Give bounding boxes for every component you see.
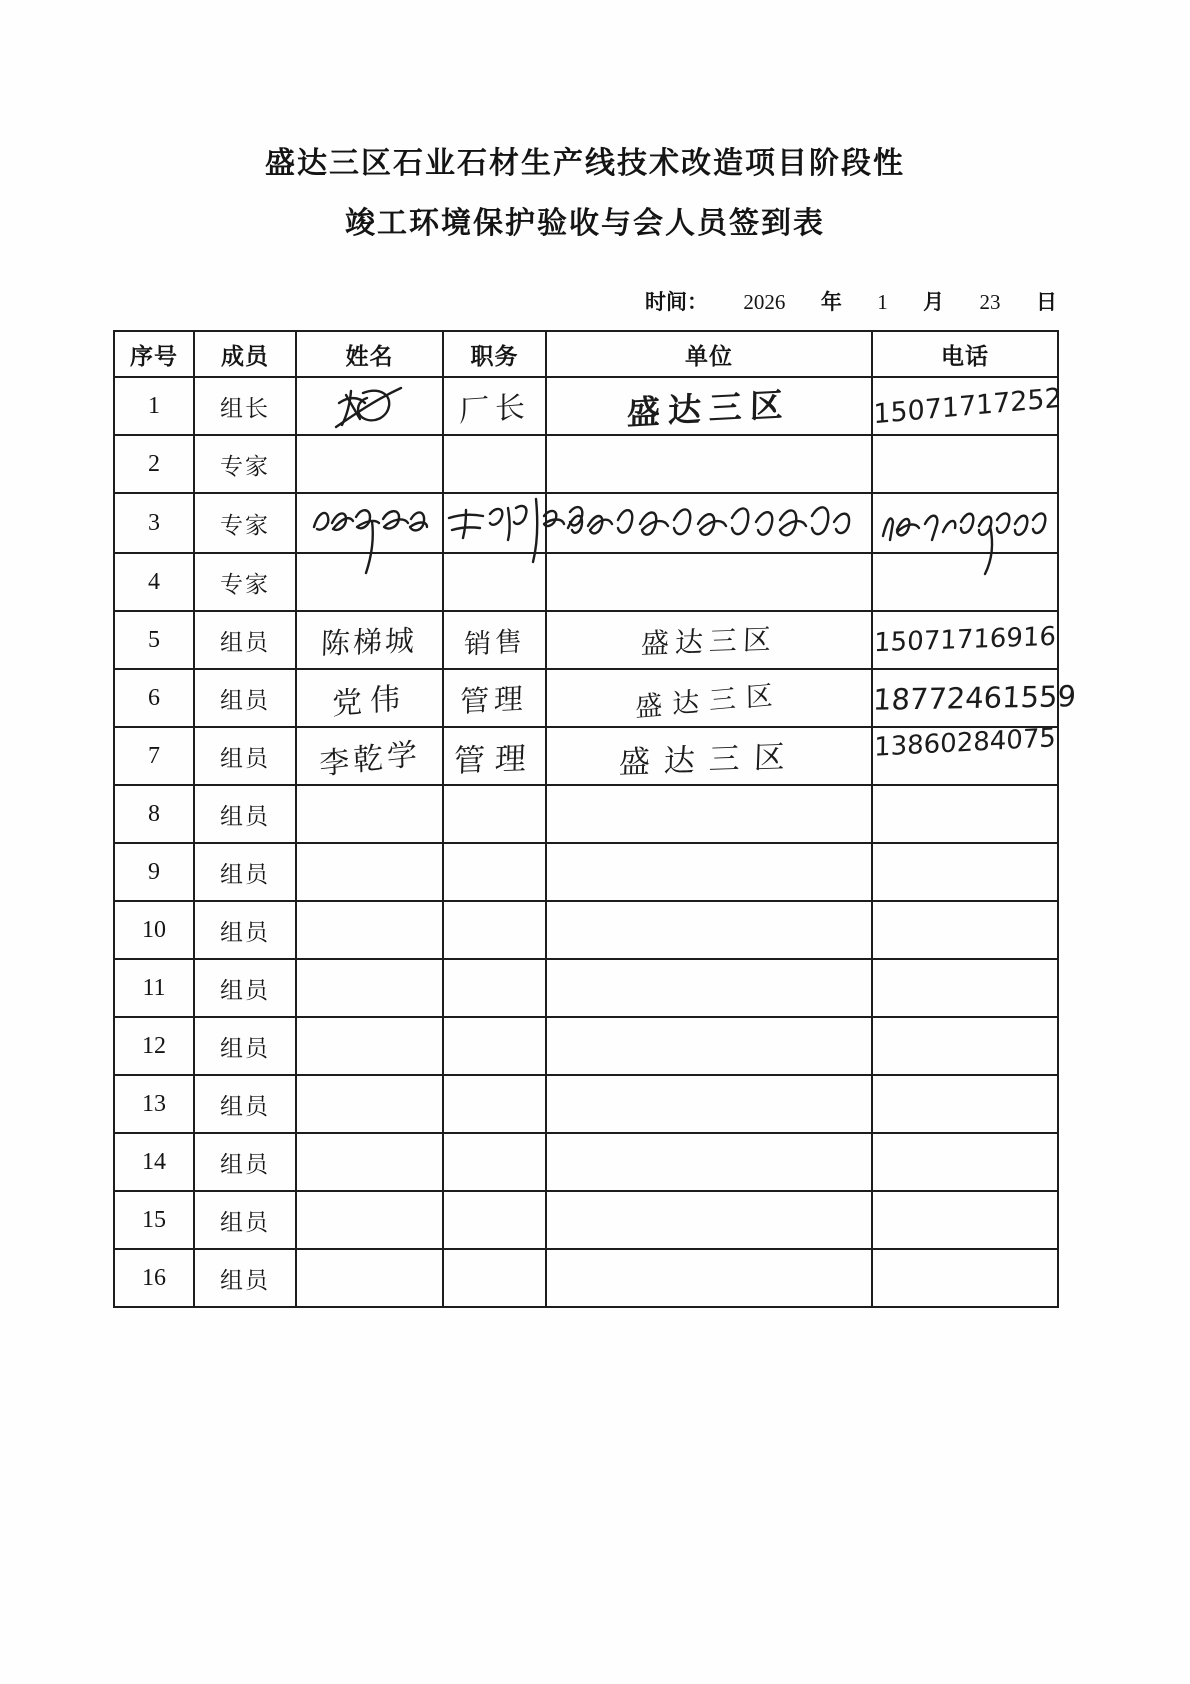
column-header-0: 序号	[114, 331, 194, 377]
cell-phone	[872, 1075, 1058, 1133]
cell-phone	[872, 723, 1058, 785]
cell-position	[443, 959, 546, 1017]
date-year: 2026	[743, 290, 786, 314]
cell-name	[296, 843, 443, 901]
cell-phone	[872, 901, 1058, 959]
table-row-14	[114, 1133, 1058, 1191]
cell-position	[443, 1017, 546, 1075]
date-label: 时间：	[645, 291, 708, 314]
cell-no: 5	[114, 611, 194, 669]
cell-name	[296, 727, 443, 785]
cell-name	[296, 1017, 443, 1075]
cell-name	[296, 435, 443, 493]
document-title-line1: 盛达三区石业石材生产线技术改造项目阶段性	[265, 147, 905, 180]
cell-phone	[872, 785, 1058, 843]
handwritten-unit: 盛达三区	[635, 679, 784, 723]
cell-name	[296, 901, 443, 959]
handwritten-scribble-cur3	[563, 496, 855, 550]
cell-phone	[872, 959, 1058, 1017]
cell-phone	[872, 1017, 1058, 1075]
handwritten-unit: 盛达三区	[626, 384, 792, 432]
cell-role: 组员	[194, 1249, 296, 1307]
cell-position	[443, 377, 546, 435]
table-row-3	[114, 493, 1058, 553]
handwritten-scribble-sig1	[331, 381, 409, 431]
cell-unit	[546, 785, 872, 843]
cell-phone	[872, 669, 1077, 727]
handwritten-name: 李乾学	[318, 736, 421, 783]
cell-no: 6	[114, 669, 194, 727]
cell-phone	[872, 553, 1058, 611]
cell-role: 组员	[194, 959, 296, 1017]
handwritten-position: 厂长	[458, 389, 531, 430]
cell-position	[443, 553, 546, 611]
cell-role: 组员	[194, 785, 296, 843]
table-row-13	[114, 1075, 1058, 1133]
cell-unit	[546, 1075, 872, 1133]
column-header-3: 职务	[443, 331, 546, 377]
cell-role: 组员	[194, 727, 296, 785]
date-month-unit: 月	[923, 291, 945, 314]
table-row-8	[114, 785, 1058, 843]
cell-unit	[546, 1017, 872, 1075]
cell-name	[296, 959, 443, 1017]
handwritten-phone: 13860284075	[873, 723, 1057, 763]
cell-name	[296, 785, 443, 843]
cell-phone	[872, 1249, 1058, 1307]
cell-role: 组员	[194, 1133, 296, 1191]
handwritten-name: 陈梯城	[320, 622, 419, 661]
cell-no: 12	[114, 1017, 194, 1075]
table-row-6	[114, 669, 1058, 727]
cell-position	[443, 1191, 546, 1249]
cell-unit	[546, 1133, 872, 1191]
handwritten-phone: 18772461559	[872, 679, 1077, 717]
handwritten-phone: 15071717252	[873, 382, 1062, 430]
cell-phone	[872, 843, 1058, 901]
cell-name	[296, 1133, 443, 1191]
date-month: 1	[877, 290, 888, 314]
cell-unit	[546, 611, 872, 669]
cell-unit	[546, 901, 872, 959]
cell-no: 15	[114, 1191, 194, 1249]
cell-unit	[546, 669, 872, 727]
cell-name	[296, 377, 443, 435]
cell-name	[296, 493, 443, 553]
table-row-10	[114, 901, 1058, 959]
cell-no: 9	[114, 843, 194, 901]
column-header-1: 成员	[194, 331, 296, 377]
table-row-2	[114, 435, 1058, 493]
cell-name	[296, 1075, 443, 1133]
cell-no: 16	[114, 1249, 194, 1307]
handwritten-scribble-cur4	[877, 496, 1053, 550]
cell-unit	[546, 959, 872, 1017]
handwritten-unit: 盛达三区	[618, 738, 800, 781]
table-row-11	[114, 959, 1058, 1017]
table-row-7	[114, 727, 1058, 785]
cell-position	[443, 901, 546, 959]
cell-no: 3	[114, 493, 194, 553]
handwritten-name: 党伟	[331, 680, 408, 723]
handwritten-position: 管理	[452, 740, 536, 779]
cell-name	[296, 553, 443, 611]
table-row-9	[114, 843, 1058, 901]
cell-unit	[546, 493, 872, 553]
cell-role: 组员	[194, 1191, 296, 1249]
date-day: 23	[979, 290, 1001, 314]
cell-unit	[546, 377, 872, 435]
table-header-row	[114, 331, 1058, 377]
cell-position	[443, 785, 546, 843]
handwritten-unit: 盛达三区	[640, 622, 778, 661]
document-title	[0, 148, 1170, 240]
cell-role: 组员	[194, 901, 296, 959]
table-row-5	[114, 611, 1058, 669]
cell-phone	[872, 1133, 1058, 1191]
table-row-1	[114, 377, 1058, 435]
column-header-5: 电话	[872, 331, 1058, 377]
cell-position	[443, 1075, 546, 1133]
column-header-4: 单位	[546, 331, 872, 377]
cell-no: 4	[114, 553, 194, 611]
cell-unit	[546, 727, 872, 785]
date-year-unit: 年	[820, 291, 842, 314]
cell-no: 10	[114, 901, 194, 959]
cell-phone	[872, 377, 1062, 435]
cell-unit	[546, 1249, 872, 1307]
cell-unit	[546, 435, 872, 493]
cell-role: 专家	[194, 493, 296, 553]
signin-table	[113, 330, 1077, 1308]
column-header-2: 姓名	[296, 331, 443, 377]
cell-no: 1	[114, 377, 194, 435]
cell-role: 组员	[194, 1075, 296, 1133]
cell-role: 组员	[194, 669, 296, 727]
date-line	[645, 286, 1057, 316]
table-row-15	[114, 1191, 1058, 1249]
cell-position	[443, 611, 546, 669]
cell-no: 8	[114, 785, 194, 843]
cell-no: 14	[114, 1133, 194, 1191]
handwritten-position: 管理	[460, 680, 529, 719]
cell-role: 组员	[194, 611, 296, 669]
table-row-4	[114, 553, 1058, 611]
table-row-16	[114, 1249, 1058, 1307]
cell-role: 组长	[194, 377, 296, 435]
cell-no: 7	[114, 727, 194, 785]
cell-no: 11	[114, 959, 194, 1017]
cell-position	[443, 435, 546, 493]
cell-position	[443, 1133, 546, 1191]
cell-unit	[546, 843, 872, 901]
cell-position	[443, 1249, 546, 1307]
cell-phone	[872, 1191, 1058, 1249]
cell-name	[296, 669, 443, 727]
cell-role: 组员	[194, 1017, 296, 1075]
date-day-unit: 日	[1035, 291, 1057, 314]
table-row-12	[114, 1017, 1058, 1075]
cell-unit	[546, 553, 872, 611]
table-body	[114, 377, 1077, 1307]
cell-unit	[546, 1191, 872, 1249]
cell-no: 13	[114, 1075, 194, 1133]
handwritten-phone: 15071716916	[873, 621, 1057, 659]
cell-phone	[872, 435, 1058, 493]
handwritten-scribble-cur1	[309, 497, 431, 549]
handwritten-position: 销售	[463, 625, 526, 661]
cell-position	[443, 727, 546, 785]
cell-phone	[872, 611, 1058, 669]
cell-name	[296, 1191, 443, 1249]
cell-role: 专家	[194, 435, 296, 493]
document-title-line2: 竣工环境保护验收与会人员签到表	[345, 207, 825, 240]
cell-position	[443, 493, 546, 553]
cell-no: 2	[114, 435, 194, 493]
cell-name	[296, 1249, 443, 1307]
cell-position	[443, 669, 546, 727]
cell-phone	[872, 493, 1058, 553]
cell-role: 组员	[194, 843, 296, 901]
cell-name	[296, 611, 443, 669]
cell-position	[443, 843, 546, 901]
cell-role: 专家	[194, 553, 296, 611]
